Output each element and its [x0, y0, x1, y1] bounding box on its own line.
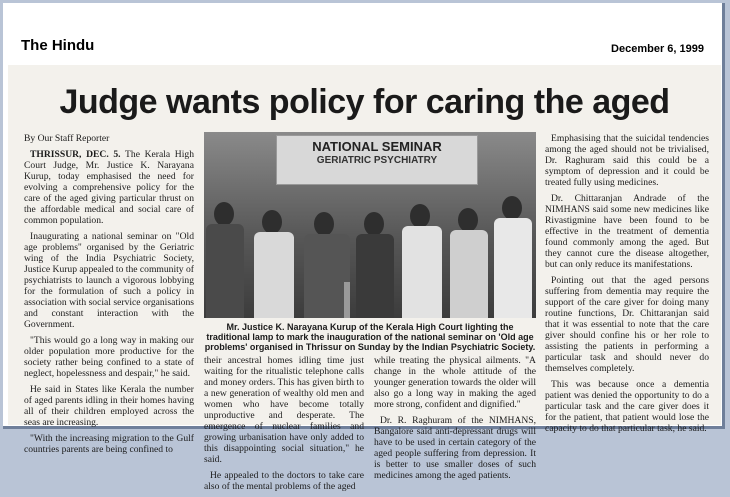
article-paragraph: [24, 149, 194, 226]
publication-date: December 6, 1999: [611, 43, 704, 55]
article-column-3: [374, 355, 536, 486]
seminar-photo: [204, 132, 536, 318]
article-paragraph: Dr. Chittaranjan Andrade of the NIMHANS said some new medicines like Rivastigmine have been found to be effective in the treatment of dementia found commonly among the aged. But they cannot cure the disease altogether, but can only reduce its manifestations.: [545, 193, 709, 270]
banner-title: NATIONAL SEMINAR: [312, 139, 442, 154]
article-paragraph: "This would go a long way in making our older population more productive for the society rather being confined to a state of neglect, hopelessness and despair," he said.: [24, 335, 194, 379]
article-paragraph: He appealed to the doctors to take care also of the mental problems of the aged: [204, 470, 364, 492]
article-paragraph: their ancestral homes idling time just waiting for the ritualistic telephone calls and money orders. This has given birth to a new generation of wealthy old men and women who have become totally unproductive and desperate. The emergence of nuclear families and growing urbanisation have only added to this disappointing social situation," he said.: [204, 355, 364, 465]
newspaper-masthead: The Hindu: [21, 37, 95, 54]
article-column-2: [204, 355, 364, 497]
paragraph-text: The Kerala High Court Judge, Mr. Justice K. Narayana Kurup, today emphasised the need for evolving a comprehensive policy for the care of the aged giving particular thrust on the affordable medical and social care of common population.: [24, 149, 194, 226]
photo-caption: Mr. Justice K. Narayana Kurup of the Kerala High Court lighting the traditional lamp to mark the inauguration of the national seminar on 'Old age problems' organised in Thrissur on Sunday by the Indian Psychiatric Society.: [204, 322, 536, 352]
article-paragraph: while treating the physical ailments. "A change in the whole attitude of the younger generation towards the older will also go a long way in making the aged more strong, confident and dignified.": [374, 355, 536, 410]
article-paragraph: This was because once a dementia patient was denied the opportunity to do a particular task and the care giver does it for the patient, that patient would lose the capacity to do that particular task, he said.: [545, 379, 709, 434]
banner-subtitle: GERIATRIC PSYCHIATRY: [316, 155, 438, 166]
traditional-lamp: [344, 282, 350, 318]
article-column-1: [24, 133, 194, 460]
article-headline: Judge wants policy for caring the aged: [59, 83, 670, 121]
dateline: THRISSUR, DEC. 5.: [30, 149, 121, 160]
article-paragraph: "With the increasing migration to the Gulf countries parents are being confined to: [24, 433, 194, 455]
article-paragraph: He said in States like Kerala the number of aged parents idling in their homes having all of their children employed across the seas are increasing.: [24, 384, 194, 428]
byline: By Our Staff Reporter: [24, 133, 110, 144]
newspaper-clipping: [8, 65, 721, 492]
article-paragraph: Emphasising that the suicidal tendencies among the aged should not be trivialised, Dr. Raghuram said this could be a symptom of depression and it could be treated fully using medicines.: [545, 133, 709, 188]
seminar-banner: [276, 135, 478, 185]
article-paragraph: Pointing out that the aged persons suffering from dementia may require the support of the care giver for doing many routine functions, Dr. Chittaranjan said that it was essential to note that the care giver should confine his or her role to assisting the patients in performing a particular task and should never do themselves completely.: [545, 275, 709, 374]
article-paragraph: Inaugurating a national seminar on "Old age problems" organised by the Geriatric wing of the India Psychiatric Society, Justice Kurup appealed to the community of psychiatrists to launch a vigorous lobbying for the formulation of such a policy in association with social service organisations and constant interaction with the Government.: [24, 231, 194, 330]
article-paragraph: Dr. R. Raghuram of the NIMHANS, Bangalore said anti-depressant drugs will have to be used in certain category of the aged people suffering from depression. It is better to use smaller doses of such medicines among the aged patients.: [374, 415, 536, 481]
page-frame: [3, 3, 725, 492]
article-column-4: [545, 133, 709, 439]
